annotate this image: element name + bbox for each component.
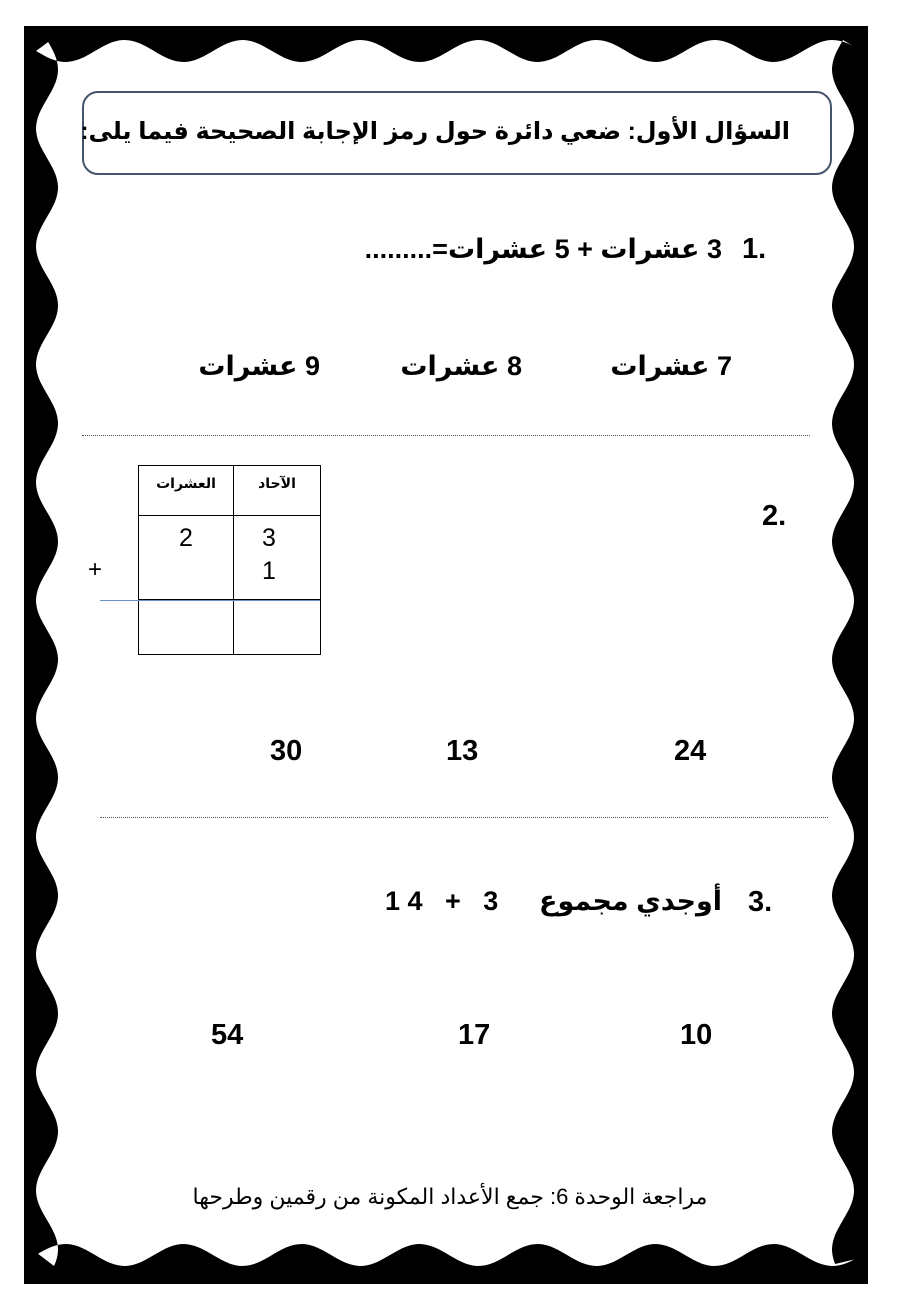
header-ones: الآحاد xyxy=(234,466,321,516)
question-3-option-a[interactable]: 10 xyxy=(680,1019,713,1051)
plus-sign: + xyxy=(88,556,103,583)
ones-digit-1: 3 xyxy=(262,524,276,552)
question-3-expression: 1 4 + 3 xyxy=(385,886,499,916)
question-1-text: 3 عشرات + 5 عشرات=......... xyxy=(364,234,722,264)
question-2-option-c[interactable]: 30 xyxy=(270,735,303,767)
tens-cell xyxy=(139,516,234,600)
question-1-option-a[interactable]: 7 عشرات xyxy=(610,351,732,381)
question-2-option-a[interactable]: 24 xyxy=(674,735,707,767)
question-2-option-b[interactable]: 13 xyxy=(446,735,479,767)
question-3-number: 3. xyxy=(748,886,773,918)
question-3-text: أوجدي مجموع xyxy=(539,886,722,916)
separator-2 xyxy=(100,817,828,818)
separator-1 xyxy=(82,435,810,436)
header-tens: العشرات xyxy=(139,466,234,516)
ones-cell xyxy=(234,516,321,600)
ones-digit-2: 1 xyxy=(262,557,276,585)
answer-tens-cell[interactable] xyxy=(139,600,234,655)
place-value-table xyxy=(138,465,321,655)
sum-line xyxy=(100,600,320,601)
instruction-box xyxy=(82,91,832,175)
question-1-number: 1. xyxy=(742,233,767,265)
answer-ones-cell[interactable] xyxy=(234,600,321,655)
tens-digit-1: 2 xyxy=(179,524,193,552)
instruction-text: السؤال الأول: ضعي دائرة حول رمز الإجابة الصحيحة فيما يلى: xyxy=(80,118,790,145)
question-3-option-b[interactable]: 17 xyxy=(458,1019,491,1051)
question-2-number: 2. xyxy=(762,500,787,532)
question-1-option-c[interactable]: 9 عشرات xyxy=(198,351,320,381)
question-3-option-c[interactable]: 54 xyxy=(211,1019,244,1051)
question-1-option-b[interactable]: 8 عشرات xyxy=(400,351,522,381)
footer-text: مراجعة الوحدة 6: جمع الأعداد المكونة من رقمين وطرحها xyxy=(192,1184,708,1209)
